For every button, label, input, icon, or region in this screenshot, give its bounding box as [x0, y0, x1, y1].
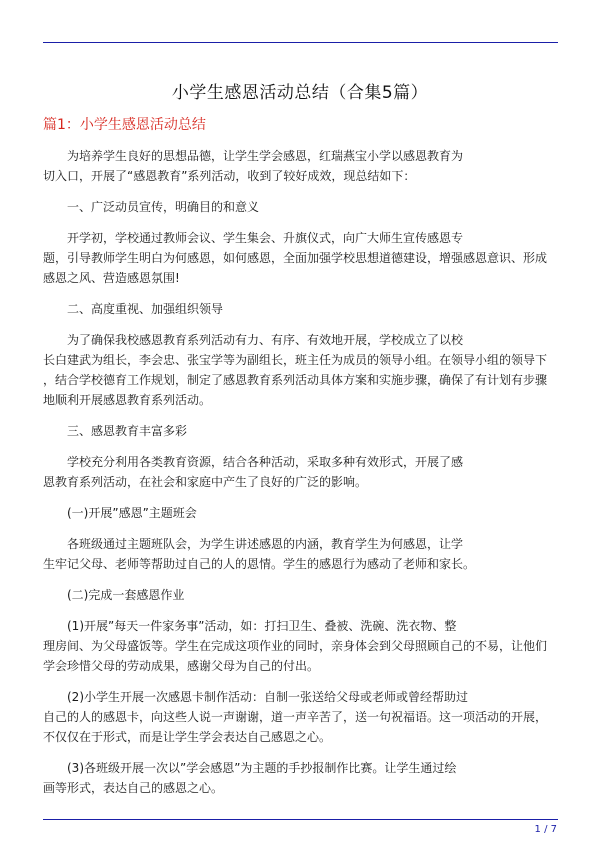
text-line: 一、广泛动员宣传，明确目的和意义: [67, 200, 260, 214]
section-heading: [43, 585, 558, 605]
text-line: (1)开展”每天一件家务事”活动，如：打扫卫生、叠被、洗碗、洗衣物、整: [67, 619, 457, 633]
paragraph: [43, 616, 558, 676]
paragraph: [43, 330, 558, 410]
footer-rule: [43, 819, 558, 820]
text-line: 长白建武为组长，李会忠、张宝学等为副组长，班主任为成员的领导小组。在领导小组的领导下: [43, 353, 548, 367]
text-line: 学校充分利用各类教育资源，结合各种活动，采取多种有效形式，开展了感: [67, 455, 464, 469]
text-line: 自己的人的感恩卡，向这些人说一声谢谢，道一声辛苦了，送一句祝福语。这一项活动的开展，: [43, 710, 548, 724]
text-line: 理房间、为父母盛饭等。学生在完成这项作业的同时，亲身体会到父母照顾自己的不易，让他们: [43, 639, 548, 653]
text-line: 切入口，开展了“感恩教育”系列活动，收到了较好成效，现总结如下：: [43, 169, 416, 183]
text-line: 学会珍惜父母的劳动成果，感谢父母为自己的付出。: [43, 659, 320, 673]
text-line: 开学初，学校通过教师会议、学生集会、升旗仪式，向广大师生宣传感恩专: [67, 231, 464, 245]
section-heading: [43, 421, 558, 441]
text-line: 二、高度重视、加强组织领导: [67, 302, 224, 316]
page-indicator: 1 / 7: [534, 824, 557, 835]
text-line: (2)小学生开展一次感恩卡制作活动：自制一张送给父母或老师或曾经帮助过: [67, 690, 469, 704]
text-line: 为了确保我校感恩教育系列活动有力、有序、有效地开展，学校成立了以校: [67, 333, 464, 347]
header-rule: [43, 42, 558, 43]
document-body: [43, 146, 558, 809]
text-line: 恩教育系列活动，在社会和家庭中产生了良好的广泛的影响。: [43, 475, 368, 489]
paragraph: [43, 228, 558, 288]
text-line: (一)开展”感恩”主题班会: [67, 506, 197, 520]
paragraph: [43, 452, 558, 492]
section-heading: [43, 197, 558, 217]
chapter-heading: 篇1：小学生感恩活动总结: [43, 117, 206, 133]
paragraph: [43, 687, 558, 747]
paragraph: [43, 146, 558, 186]
section-heading: [43, 299, 558, 319]
text-line: 三、感恩教育丰富多彩: [67, 424, 188, 438]
text-line: 生牢记父母、老师等帮助过自己的人的恩情。学生的感恩行为感动了老师和家长。: [43, 557, 476, 571]
section-heading: [43, 503, 558, 523]
text-line: 画等形式，表达自己的感恩之心。: [43, 781, 224, 795]
text-line: 不仅仅在于形式，而是让学生学会表达自己感恩之心。: [43, 730, 332, 744]
paragraph: [43, 758, 558, 798]
text-line: (二)完成一套感恩作业: [67, 588, 185, 602]
paragraph: [43, 534, 558, 574]
text-line: 题，引导教师学生明白为何感恩，如何感恩，全面加强学校思想道德建设，增强感恩意识、形成: [43, 251, 548, 265]
document-title: 小学生感恩活动总结（合集5篇）: [171, 83, 429, 103]
text-line: 地顺利开展感恩教育系列活动。: [43, 393, 212, 407]
text-line: 感恩之风、营造感恩氛围!: [43, 271, 180, 285]
text-line: (3)各班级开展一次以”学会感恩”为主题的手抄报制作比赛。让学生通过绘: [67, 761, 457, 775]
text-line: 为培养学生良好的思想品德，让学生学会感恩，红瑞燕宝小学以感恩教育为: [67, 149, 464, 163]
text-line: ，结合学校德育工作规划，制定了感恩教育系列活动具体方案和实施步骤，确保了有计划有步骤: [43, 373, 548, 387]
text-line: 各班级通过主题班队会，为学生讲述感恩的内涵，教育学生为何感恩，让学: [67, 537, 464, 551]
